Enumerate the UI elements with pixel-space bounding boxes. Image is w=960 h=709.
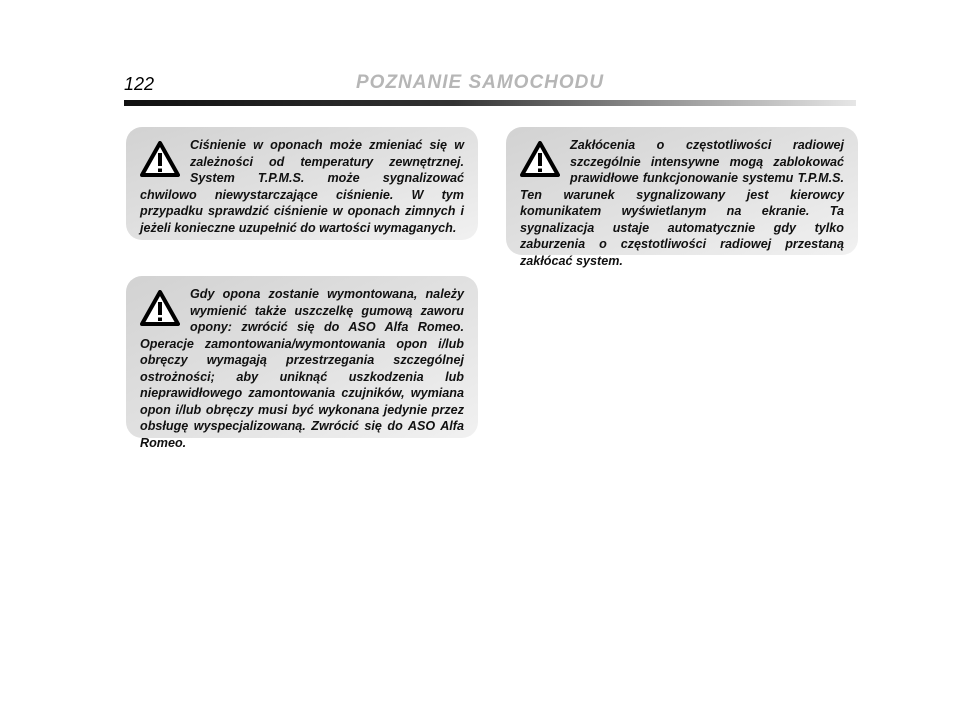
warning-triangle-icon [140, 290, 180, 326]
warning-body: Gdy opona zostanie wymontowana, należy wymienić także uszczelkę gumową zaworu opony: zwrócić się do ASO Alfa Romeo. Operacje zamontowania/wymontowania opon i/lub obręczy wymagają przestrzegania szczególnej ostrożności; aby uniknąć uszkodzenia lub nieprawidłowego zamontowania czujników, wymiana opon i/lub obręczy musi być wykonana jedynie przez obsługę wyspecjalizowaną. Zwrócić się do ASO Alfa Romeo. [140, 287, 464, 450]
warning-triangle-icon [520, 141, 560, 177]
warning-triangle-icon [140, 141, 180, 177]
warning-body: Zakłócenia o częstotliwości radiowej szczególnie intensywne mogą zablokować prawidłowe funkcjonowanie systemu T.P.M.S. Ten warunek sygnalizowany jest kierowcy komunikatem wyświetlanym na ekranie. Ta sygnalizacja ustaje automatycznie gdy tylko zaburzenia o częstotliwości radiowej przestaną zakłócać system. [520, 138, 844, 268]
warning-text [140, 286, 464, 451]
page-number: 122 [124, 74, 155, 94]
warning-box-tire-pressure [126, 127, 478, 240]
section-title: POZNANIE SAMOCHODU [356, 72, 605, 93]
warning-text [520, 137, 844, 269]
warning-text [140, 137, 464, 236]
warning-box-tire-removal [126, 276, 478, 450]
warning-box-radio-interference [506, 127, 858, 268]
warning-body: Ciśnienie w oponach może zmieniać się w zależności od temperatury zewnętrznej. System T.P.M.S. może sygnalizować chwilowo niewystarczające ciśnienie. W tym przypadku sprawdzić ciśnienie w oponach zimnych i jeżeli konieczne uzupełnić do wartości wymaganych. [140, 138, 464, 235]
header-rule [124, 100, 856, 106]
